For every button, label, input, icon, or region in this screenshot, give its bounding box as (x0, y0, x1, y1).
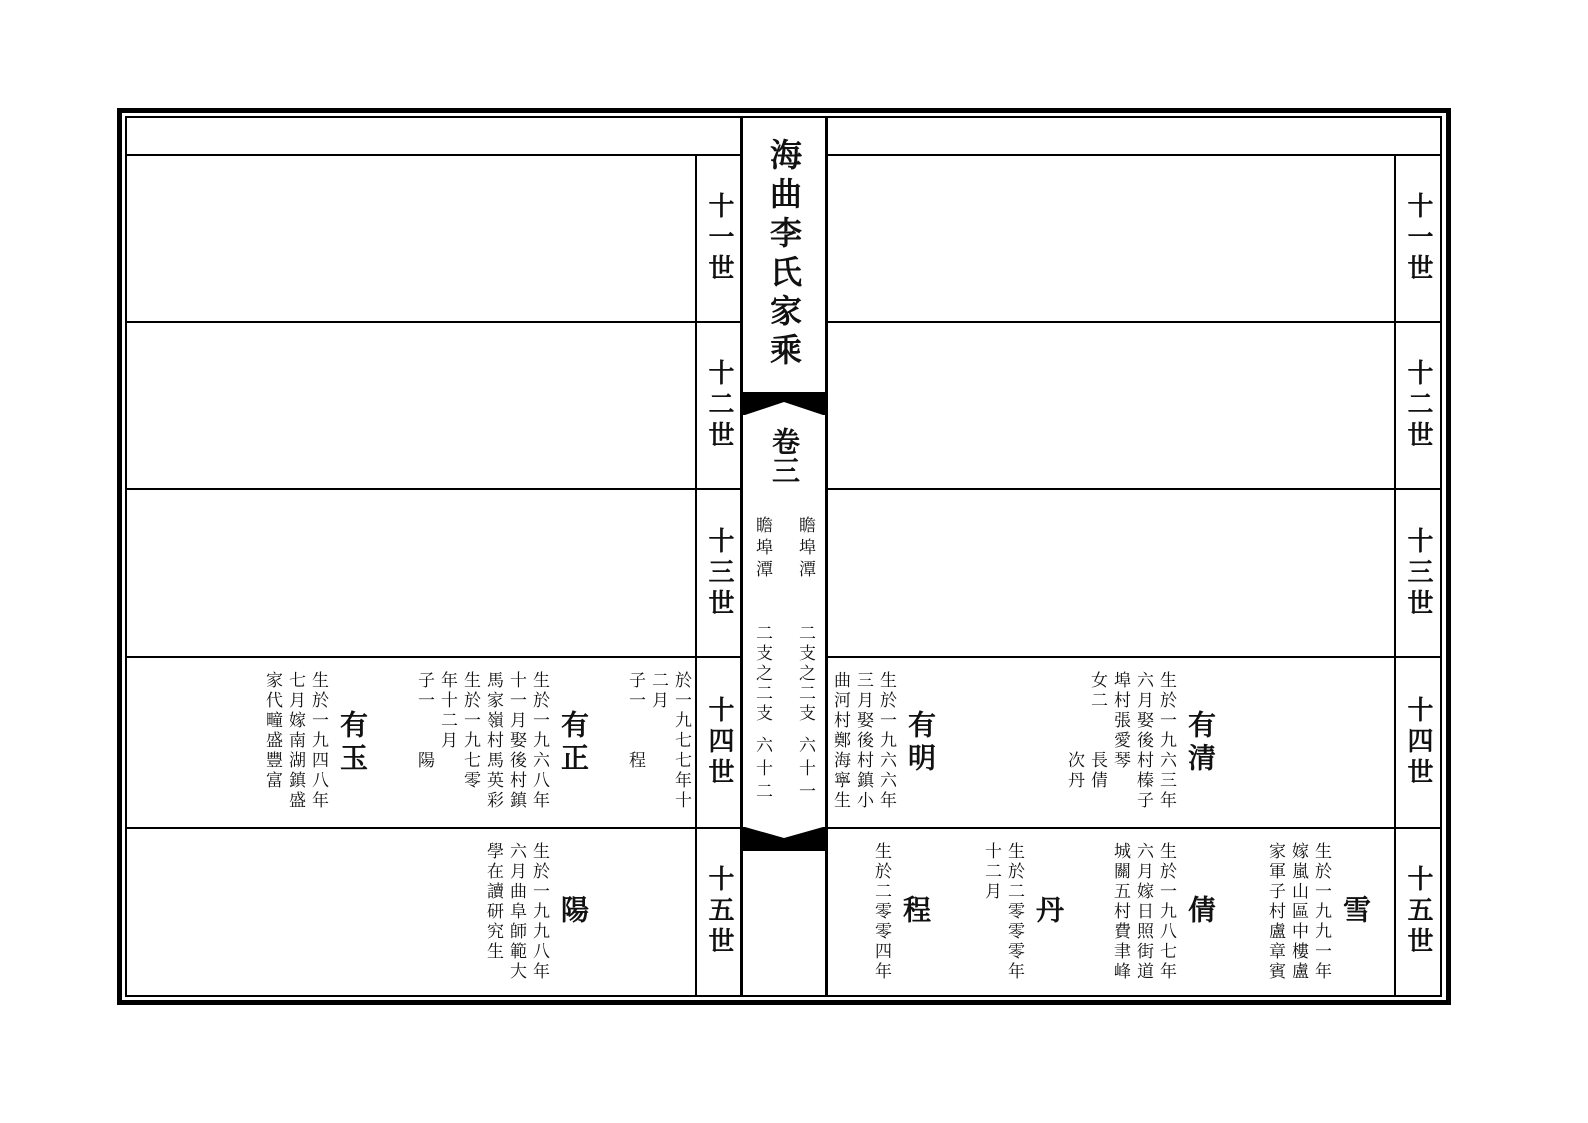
entry-line: 年十二月 (437, 671, 457, 751)
entry-line: 生於一九四八年 (308, 671, 328, 811)
entry-line: 生於二零零四年 (871, 842, 891, 982)
right-row-rule (826, 488, 1440, 490)
entry-line: 家代疃盛豐富 (262, 671, 282, 791)
spine-left-page-number: 六十二 (752, 736, 772, 805)
entry-line: 六月曲阜師範大 (506, 842, 526, 982)
right-row-rule (826, 321, 1440, 323)
volume-label: 卷三 (768, 427, 801, 485)
entry-continued (623, 657, 692, 828)
left-row-rule (127, 321, 741, 323)
entry-line: 馬家嶺村馬英彩 (483, 671, 503, 811)
entry-line: 六月娶後村榛子 (1133, 671, 1153, 811)
generation-label: 十五世 (704, 865, 734, 958)
entry-line: 曲河村鄭海寧生 (830, 671, 850, 811)
person-name: 程 (899, 895, 932, 928)
entry-line: 城關五村費聿峰 (1110, 842, 1130, 982)
right-header-rule (826, 154, 1440, 156)
spine-right-branch: 二支之二支 (795, 624, 815, 724)
book-title: 海曲李氏家乘 (765, 138, 803, 372)
generation-label: 十一世 (1403, 192, 1433, 285)
generation-label: 十二世 (704, 359, 734, 452)
fishtail-bottom-icon (743, 827, 825, 851)
spine-right-place: 瞻埠潭 (795, 516, 815, 582)
generation-label: 十四世 (1403, 696, 1433, 789)
person-name: 有正 (557, 709, 590, 776)
entry-line: 六月嫁日照街道 (1133, 842, 1153, 982)
entry-line: 子一 程 (625, 671, 645, 771)
person-name: 倩 (1184, 895, 1217, 928)
entry-dan (979, 828, 1071, 995)
entry-you-zheng (412, 657, 596, 828)
generation-label: 十三世 (1403, 526, 1433, 620)
entry-line: 生於一九七零 (460, 671, 480, 791)
person-name: 雪 (1339, 895, 1372, 928)
entry-line: 學在讀研究生 (483, 842, 503, 962)
entry-line: 生於一九八七年 (1156, 842, 1176, 982)
entry-line: 嫁嵐山區中樓盧 (1288, 842, 1308, 982)
generation-label: 十五世 (1403, 865, 1433, 958)
entry-line: 生於一九九八年 (529, 842, 549, 982)
left-header-rule (127, 154, 741, 156)
entry-line: 生於二零零零年 (1004, 842, 1024, 982)
person-name: 陽 (557, 895, 590, 928)
generation-label: 十三世 (704, 526, 734, 620)
entry-line: 次丹 (1064, 751, 1084, 791)
entry-cheng (869, 828, 938, 995)
entry-yang (481, 828, 596, 995)
spine-right-page-number: 六十一 (795, 736, 815, 805)
spine-left-place: 瞻埠潭 (752, 516, 772, 582)
entry-qian (1108, 828, 1223, 995)
entry-line: 生於一九六六年 (876, 671, 896, 811)
spine-left-branch: 二支之二支 (752, 624, 772, 724)
entry-line: 十二月 (981, 842, 1001, 902)
left-row-rule (127, 488, 741, 490)
entry-you-qing (1062, 657, 1223, 828)
person-name: 有玉 (336, 709, 369, 776)
generation-label: 十一世 (704, 192, 734, 285)
entry-line: 埠村張愛琴 (1110, 671, 1130, 771)
entry-line: 子一 陽 (414, 671, 434, 771)
entry-you-yu (260, 657, 375, 828)
entry-line: 十一月娶後村鎮 (506, 671, 526, 811)
entry-line: 生於一九六八年 (529, 671, 549, 811)
entry-xue (1263, 828, 1378, 995)
fishtail-top-icon (743, 392, 825, 415)
entry-line: 於一九七七年十 (671, 671, 691, 811)
entry-line: 三月娶後村鎮小 (853, 671, 873, 811)
generation-label: 十二世 (1403, 359, 1433, 452)
entry-line: 生於一九六三年 (1156, 671, 1176, 811)
generation-label: 十四世 (704, 696, 734, 789)
entry-line: 生於一九九一年 (1311, 842, 1331, 982)
person-name: 有明 (904, 709, 937, 776)
entry-line: 七月嫁南湖鎮盛 (285, 671, 305, 811)
entry-line: 二月 (648, 671, 668, 711)
entry-line: 女二 長倩 (1087, 671, 1107, 791)
spine-right-rule (825, 117, 828, 996)
person-name: 丹 (1032, 895, 1065, 928)
entry-you-ming (828, 657, 943, 828)
person-name: 有清 (1184, 709, 1217, 776)
entry-line: 家軍子村盧章賓 (1265, 842, 1285, 982)
